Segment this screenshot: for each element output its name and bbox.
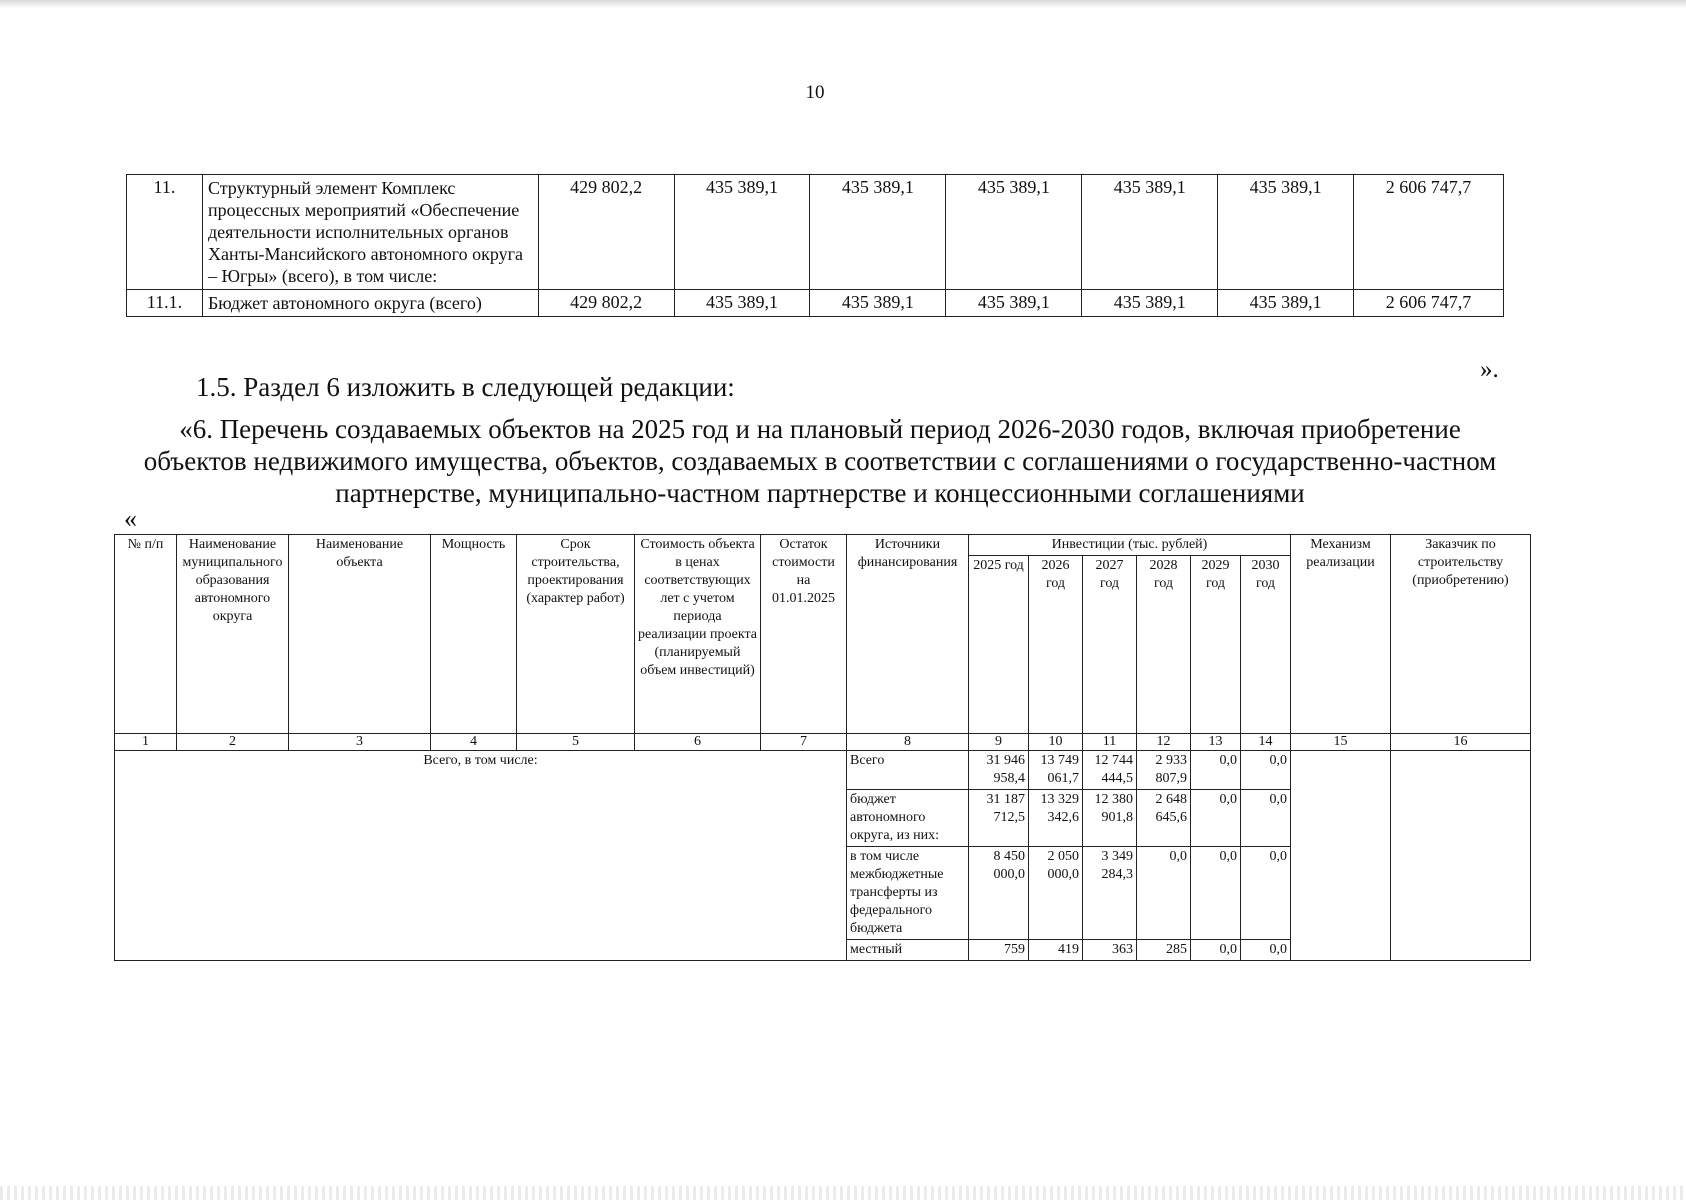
value-cell: 435 389,1 (1218, 175, 1354, 290)
row-number: 11.1. (127, 290, 203, 317)
value-cell: 435 389,1 (1082, 175, 1218, 290)
year-value: 3 349 284,3 (1083, 847, 1137, 940)
value-cell: 429 802,2 (538, 175, 674, 290)
source-label: в том числе межбюджетные трансферты из федерального бюджета (847, 847, 969, 940)
header-year: 2030 год (1241, 556, 1291, 734)
year-value: 0,0 (1241, 847, 1291, 940)
closing-quote: ». (1480, 356, 1499, 383)
scan-edge-top (0, 0, 1686, 8)
year-value: 0,0 (1191, 940, 1241, 961)
total-cell: 2 606 747,7 (1354, 290, 1504, 317)
scan-edge-bottom (0, 1186, 1686, 1200)
total-cell: 2 606 747,7 (1354, 175, 1504, 290)
column-number: 6 (635, 734, 761, 751)
objects-table (114, 534, 1531, 961)
column-number: 2 (177, 734, 289, 751)
header-year: 2027 год (1083, 556, 1137, 734)
header-capacity: Мощность (431, 535, 517, 734)
header-cost: Стоимость объекта в ценах соответствующих лет с учетом периода реализации проекта (планируемый объем инвестиций) (635, 535, 761, 734)
year-value: 363 (1083, 940, 1137, 961)
year-value: 13 749 061,7 (1029, 751, 1083, 790)
column-number: 12 (1137, 734, 1191, 751)
header-year: 2026 год (1029, 556, 1083, 734)
budget-table (126, 174, 1504, 317)
year-value: 0,0 (1191, 751, 1241, 790)
value-cell: 435 389,1 (1218, 290, 1354, 317)
header-num: № п/п (115, 535, 177, 734)
section-heading: «6. Перечень создаваемых объектов на 2025 год и на плановый период 2026-2030 годов, включая приобретение объектов недвижимого имущества, объектов, создаваемых в соответствии с соглашениями о государственно-частном партнерстве, муниципально-частном партнерстве и концессионными соглашениями (143, 414, 1497, 508)
value-cell: 435 389,1 (946, 290, 1082, 317)
column-number: 13 (1191, 734, 1241, 751)
header-row (115, 535, 1531, 556)
column-number: 4 (431, 734, 517, 751)
table-row (127, 290, 1504, 317)
header-municipality: Наименование муниципального образования автономного округа (177, 535, 289, 734)
year-value: 759 (969, 940, 1029, 961)
column-number: 16 (1391, 734, 1531, 751)
year-value: 13 329 342,6 (1029, 790, 1083, 847)
header-customer: Заказчик по строительству (приобретению) (1391, 535, 1531, 734)
column-number: 15 (1291, 734, 1391, 751)
column-number: 7 (761, 734, 847, 751)
year-value: 0,0 (1137, 847, 1191, 940)
year-value: 419 (1029, 940, 1083, 961)
row-number: 11. (127, 175, 203, 290)
header-year: 2025 год (969, 556, 1029, 734)
header-year: 2028 год (1137, 556, 1191, 734)
header-remainder: Остаток стоимости на 01.01.2025 (761, 535, 847, 734)
total-label: Всего, в том числе: (115, 751, 847, 961)
row-name: Бюджет автономного округа (всего) (202, 290, 538, 317)
value-cell: 435 389,1 (674, 175, 810, 290)
year-value: 0,0 (1241, 751, 1291, 790)
year-value: 0,0 (1241, 940, 1291, 961)
year-value: 2 648 645,6 (1137, 790, 1191, 847)
column-numbers-row (115, 734, 1531, 751)
source-label: Всего (847, 751, 969, 790)
page-number: 10 (805, 82, 825, 103)
year-value: 2 050 000,0 (1029, 847, 1083, 940)
column-number: 10 (1029, 734, 1083, 751)
header-investments: Инвестиции (тыс. рублей) (969, 535, 1291, 556)
year-value: 2 933 807,9 (1137, 751, 1191, 790)
column-number: 8 (847, 734, 969, 751)
source-label: местный (847, 940, 969, 961)
year-value: 31 946 958,4 (969, 751, 1029, 790)
year-value: 0,0 (1191, 847, 1241, 940)
row-name: Структурный элемент Комплекс процессных мероприятий «Обеспечение деятельности исполнительных органов Ханты-Мансийского автономного округа – Югры» (всего), в том числе: (202, 175, 538, 290)
mechanism-cell (1291, 751, 1391, 961)
value-cell: 435 389,1 (1082, 290, 1218, 317)
year-value: 12 380 901,8 (1083, 790, 1137, 847)
value-cell: 435 389,1 (810, 290, 946, 317)
column-number: 9 (969, 734, 1029, 751)
source-label: бюджет автономного округа, из них: (847, 790, 969, 847)
table-row (127, 175, 1504, 290)
customer-cell (1391, 751, 1531, 961)
year-value: 31 187 712,5 (969, 790, 1029, 847)
header-mechanism: Механизм реализации (1291, 535, 1391, 734)
year-value: 0,0 (1191, 790, 1241, 847)
year-value: 285 (1137, 940, 1191, 961)
data-row-total (115, 751, 1531, 790)
column-number: 5 (517, 734, 635, 751)
value-cell: 435 389,1 (674, 290, 810, 317)
column-number: 14 (1241, 734, 1291, 751)
column-number: 11 (1083, 734, 1137, 751)
column-number: 3 (289, 734, 431, 751)
header-sources: Источники финансирования (847, 535, 969, 734)
header-term: Срок строительства, проектирования (характер работ) (517, 535, 635, 734)
year-value: 0,0 (1241, 790, 1291, 847)
value-cell: 435 389,1 (810, 175, 946, 290)
header-object-name: Наименование объекта (289, 535, 431, 734)
column-number: 1 (115, 734, 177, 751)
value-cell: 435 389,1 (946, 175, 1082, 290)
value-cell: 429 802,2 (538, 290, 674, 317)
opening-quote: « (124, 504, 137, 533)
year-value: 12 744 444,5 (1083, 751, 1137, 790)
amendment-text: 1.5. Раздел 6 изложить в следующей редакции: (196, 372, 735, 402)
year-value: 8 450 000,0 (969, 847, 1029, 940)
header-year: 2029 год (1191, 556, 1241, 734)
